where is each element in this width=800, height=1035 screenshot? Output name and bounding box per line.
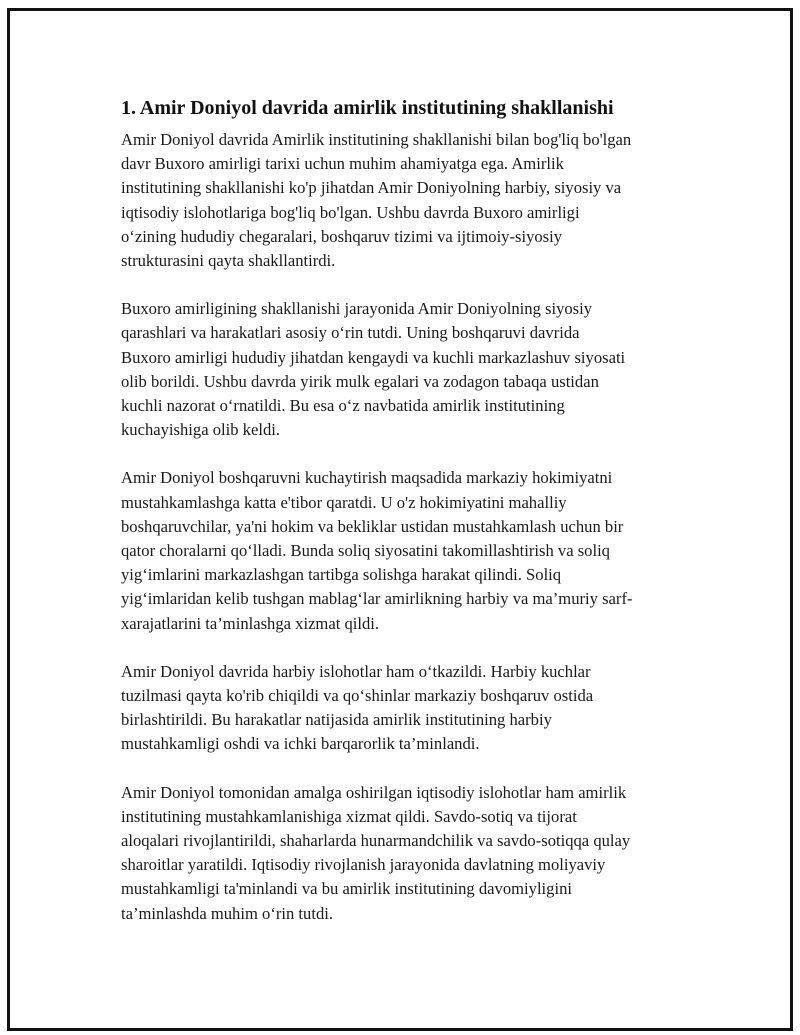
document-body [121, 94, 706, 950]
section-heading: 1. Amir Doniyol davrida amirlik institutining shakllanishi [121, 97, 614, 119]
page-frame [7, 8, 793, 1031]
paragraph: Amir Doniyol davrida harbiy islohotlar ham o‘tkazildi. Harbiy kuchlar tuzilmasi qayta ko'rib chiqildi va qo‘shinlar markaziy boshqaruv ostida birlashtirildi. Bu harakatlar natijasida amirlik institutining harbiy mustahkamligi oshdi va ichki barqarorlik ta’minlandi. [121, 661, 594, 754]
paragraph: Amir Doniyol tomonidan amalga oshirilgan iqtisodiy islohotlar ham amirlik institutining mustahkamlanishiga xizmat qildi. Savdo-sotiq va tijorat aloqalari rivojlantirildi, shaharlarda hunarmandchilik va savdo-sotiqqa qulay sharoitlar yaratildi. Iqtisodiy rivojlanish jarayonida davlatning moliyaviy mustahkamligi ta'minlandi va bu amirlik institutining davomiyligini ta’minlashda muhim o‘rin tutdi. [121, 782, 631, 923]
paragraph: Amir Doniyol davrida Amirlik institutining shakllanishi bilan bog'liq bo'lgan davr Buxoro amirligi tarixi uchun muhim ahamiyatga ega. Amirlik institutining shakllanishi ko'p jihatdan Amir Doniyolning harbiy, siyosiy va iqtisodiy islohotlariga bog'liq bo'lgan. Ushbu davrda Buxoro amirligi o‘zining hududiy chegaralari, boshqaruv tizimi va ijtimoiy-siyosiy strukturasini qayta shakllantirdi. [121, 130, 632, 271]
paragraph: Amir Doniyol boshqaruvni kuchaytirish maqsadida markaziy hokimiyatni mustahkamlashga katta e'tibor qaratdi. U o'z hokimiyatini mahalliy boshqaruvchilar, ya'ni hokim va bekliklar ustidan mustahkamlash uchun bir qator choralarni qo‘lladi. Bunda soliq siyosatini takomillashtirish va soliq yig‘imlarini markazlashgan tartibga solishga harakat qilindi. Soliq yig‘imlaridan kelib tushgan mablag‘lar amirlikning harbiy va ma’muriy sarf- xarajatlarini ta’minlashga xizmat qildi. [121, 468, 633, 633]
paragraph: Buxoro amirligining shakllanishi jarayonida Amir Doniyolning siyosiy qarashlari va harakatlari asosiy o‘rin tutdi. Uning boshqaruvi davrida Buxoro amirligi hududiy jihatdan kengaydi va kuchli markazlashuv siyosati olib borildi. Ushbu davrda yirik mulk egalari va zodagon tabaqa ustidan kuchli nazorat o‘rnatildi. Bu esa o‘z navbatida amirlik institutining kuchayishiga olib keldi. [121, 299, 626, 440]
